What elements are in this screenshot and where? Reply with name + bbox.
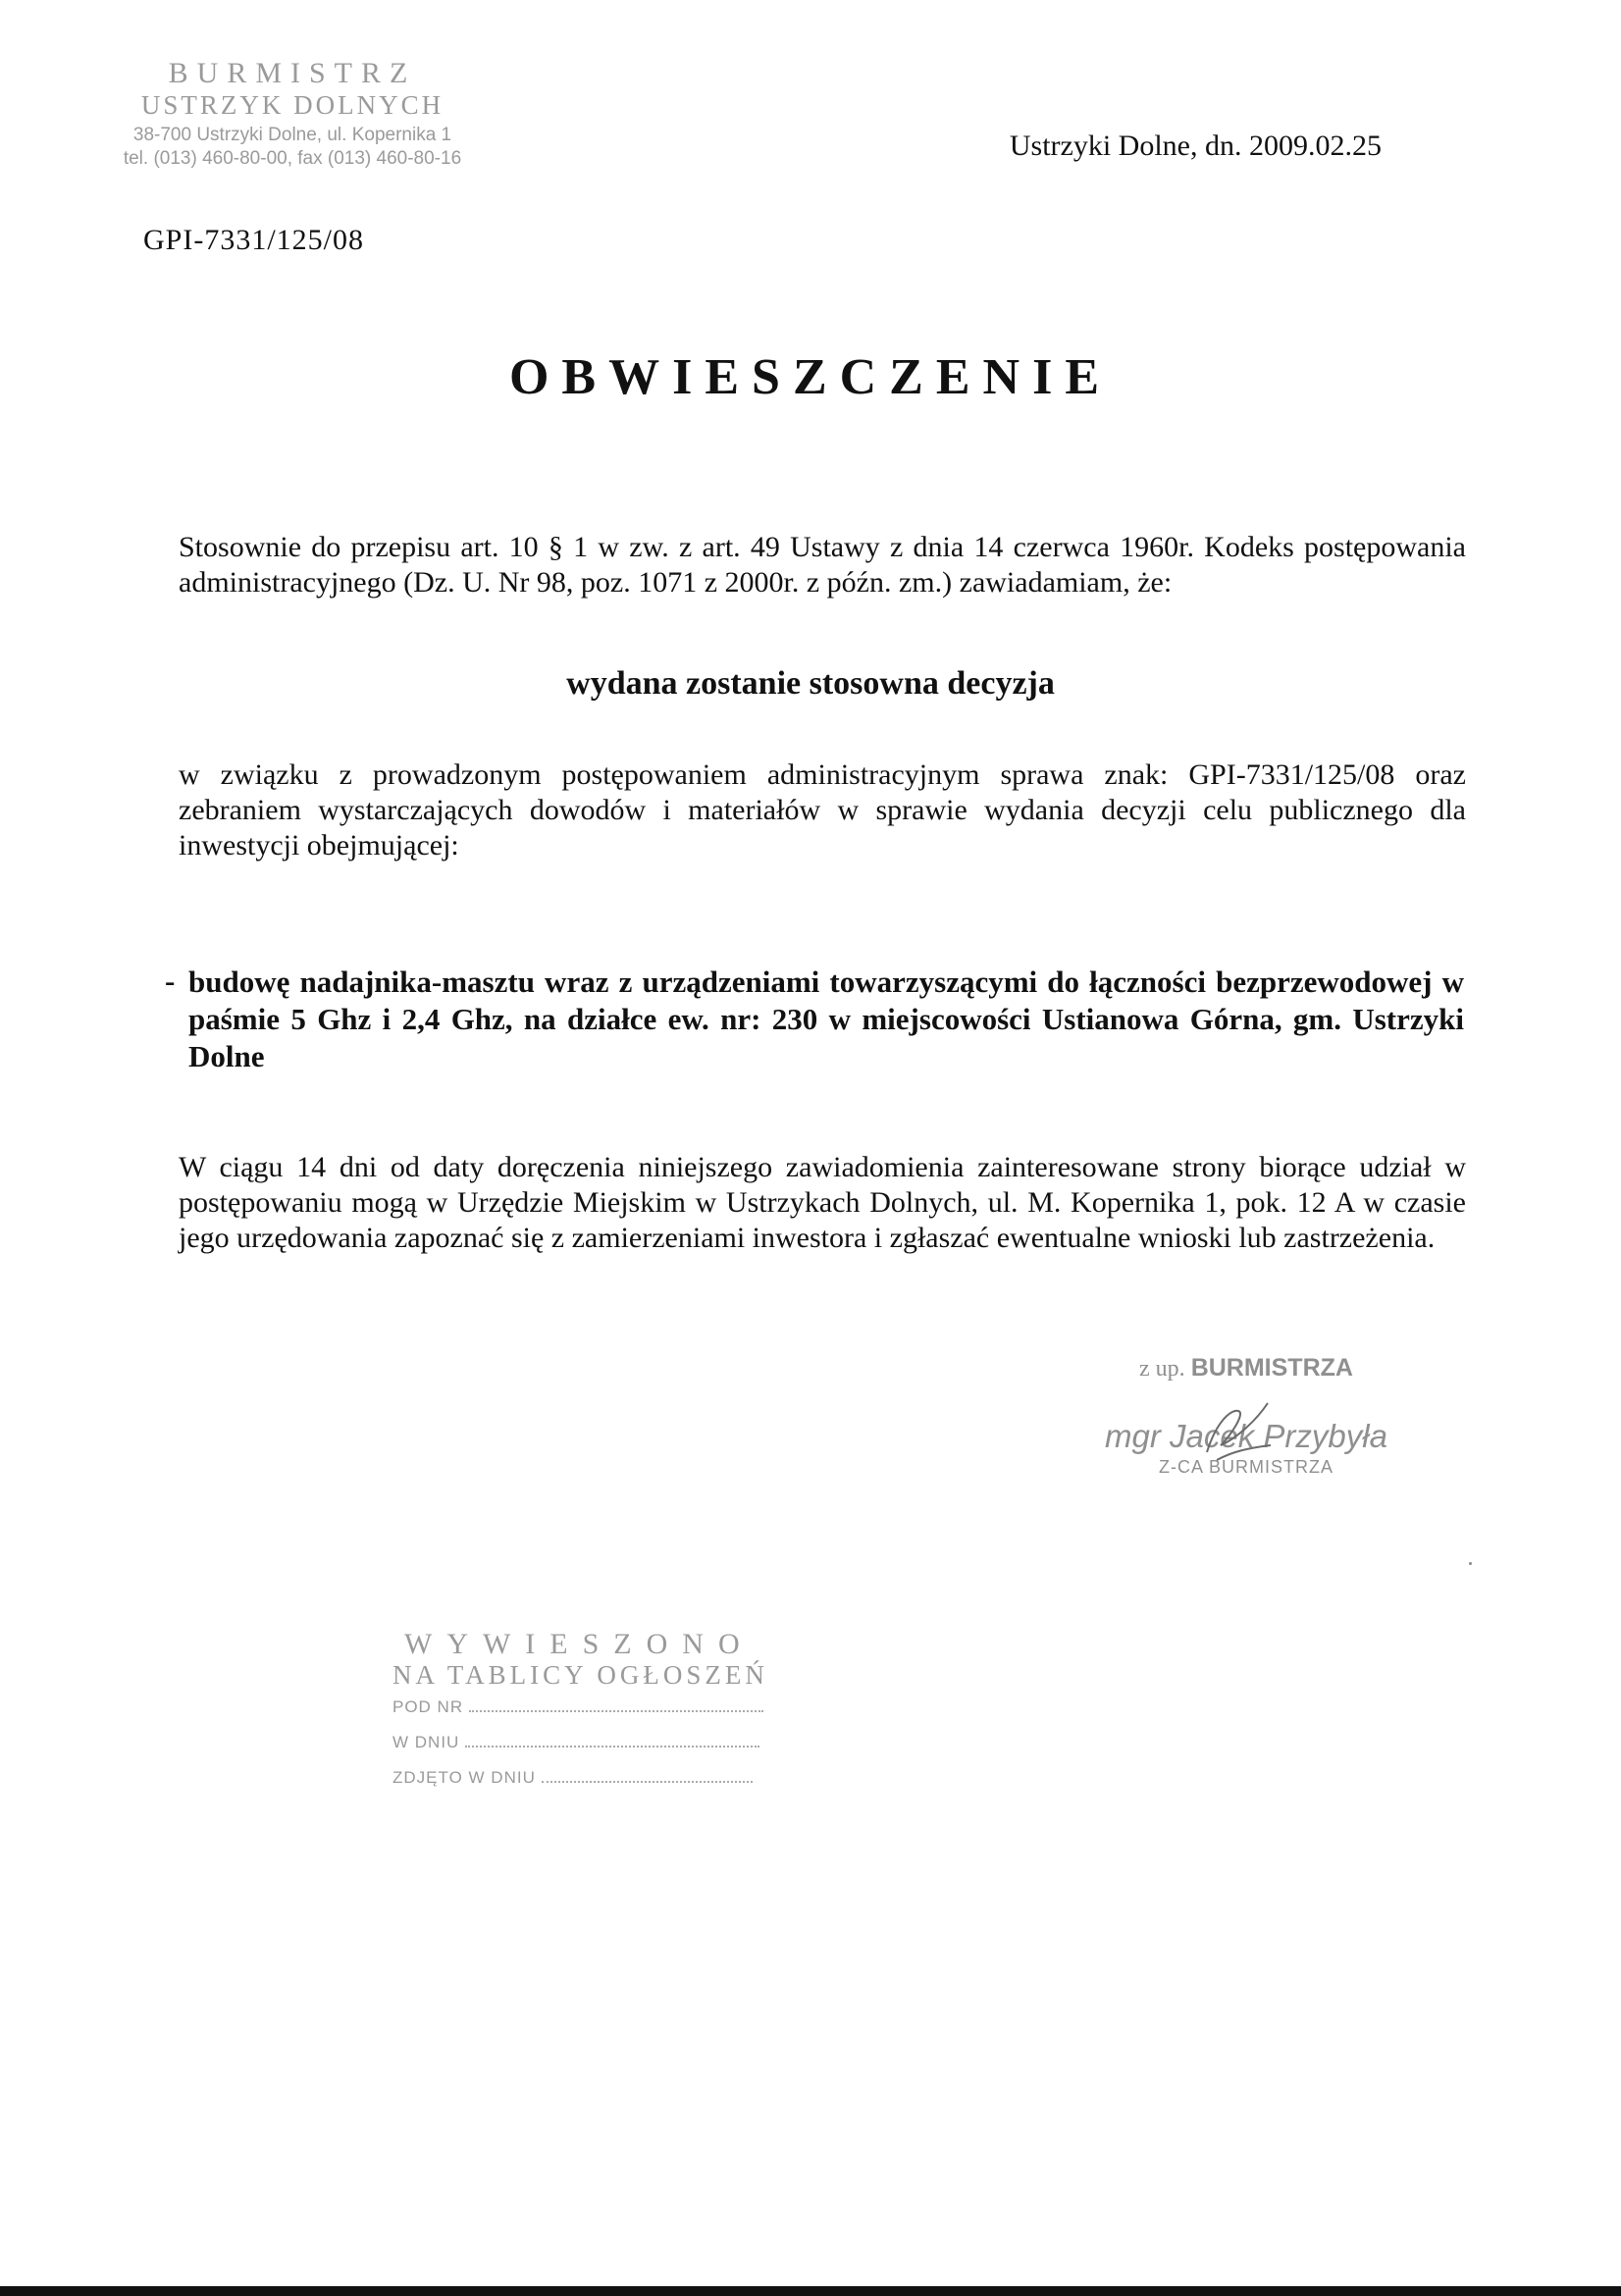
posting-date-row: [392, 1725, 824, 1760]
letterhead-contact: tel. (013) 460-80-00, fax (013) 460-80-16: [123, 148, 462, 169]
scan-bottom-edge: [0, 2286, 1621, 2296]
removal-date-label: ZDJĘTO W DNIU: [392, 1768, 536, 1787]
bullet-dash: -: [165, 964, 176, 998]
posting-title: WYWIESZONO: [404, 1628, 755, 1660]
document-title: OBWIESZCZENIE: [508, 349, 1113, 405]
letterhead-city: USTRZYK DOLNYCH: [140, 90, 444, 120]
posting-stamp: [392, 1629, 824, 1796]
scan-speck: [1469, 1562, 1472, 1565]
removal-date-row: [392, 1760, 824, 1796]
notice-paragraph: W ciągu 14 dni od daty doręczenia niniejszego zawiadomienia zainteresowane strony biorące udział w postępowaniu mogą w Urzędzie Miejskim w Ustrzykach Dolnych, ul. M. Kopernika 1, pok. 12 A w czasie jego urzędowania zapoznać się z zamierzeniami inwestora i zgłaszać ewentualne wnioski lub zastrzeżenia.: [179, 1151, 1466, 1254]
place-date: Ustrzyki Dolne, dn. 2009.02.25: [1009, 130, 1382, 162]
signature-prefix: z up.: [1139, 1356, 1185, 1382]
decision-heading: wydana zostanie stosowna decyzja: [566, 665, 1055, 702]
signature-name: mgr Jacek Przybyła: [1105, 1418, 1387, 1454]
letterhead-address: 38-700 Ustrzyki Dolne, ul. Kopernika 1: [132, 125, 452, 145]
signature-office: BURMISTRZA: [1190, 1354, 1353, 1382]
signature-authority: [1089, 1354, 1403, 1383]
context-paragraph: w związku z prowadzonym postępowaniem administracyjnym sprawa znak: GPI-7331/125/08 oraz zebraniem wystarczających dowodów i materiałów w sprawie wydania decyzji celu publicznego dla inwestycji obejmującej:: [179, 758, 1466, 861]
intro-paragraph: Stosownie do przepisu art. 10 § 1 w zw. z art. 49 Ustawy z dnia 14 czerwca 1960r. Kodeks postępowania administracyjnego (Dz. U. Nr 98, poz. 1071 z 2000r. z późn. zm.) zawiadamiam, że:: [179, 531, 1466, 599]
posting-number-label: POD NR: [392, 1697, 464, 1716]
posting-date-label: W DNIU: [392, 1733, 460, 1751]
posting-number-row: [392, 1690, 824, 1725]
handwritten-signature: [1177, 1391, 1295, 1480]
removal-date-field: [542, 1765, 753, 1783]
posting-subtitle: NA TABLICY OGŁOSZEŃ: [392, 1660, 768, 1690]
letterhead-office: BURMISTRZ: [168, 57, 417, 89]
letterhead-stamp: [116, 57, 469, 171]
case-reference: GPI-7331/125/08: [143, 224, 364, 256]
posting-date-field: [465, 1730, 759, 1748]
signature-role: Z-CA BURMISTRZA: [1158, 1457, 1333, 1477]
posting-number-field: [469, 1695, 763, 1712]
investment-description: budowę nadajnika-masztu wraz z urządzeniami towarzyszącymi do łączności bezprzewodowej w paśmie 5 Ghz i 2,4 Ghz, na działce ew. nr: 230 w miejscowości Ustianowa Górna, gm. Ustrzyki Dolne: [188, 965, 1464, 1073]
